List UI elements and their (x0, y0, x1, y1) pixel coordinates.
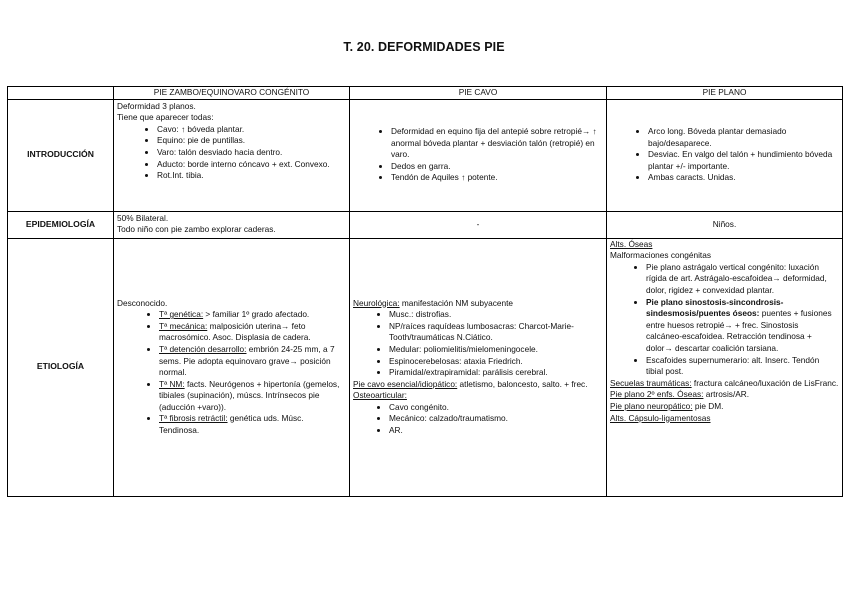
list-item: • NP/raíces raquídeas lumbosacras: Charcot-Marie-Tooth/traumáticas N.Ciático. (389, 321, 599, 344)
list-item: • Mecánico: calzado/traumatismo. (389, 413, 603, 425)
term: Osteoarticular: (353, 390, 407, 401)
term: Pie cavo esencial/idiopático: (353, 378, 458, 389)
list-item: • Tendón de Aquiles ↑ potente. (391, 172, 599, 184)
term: Tª fibrosis retráctil: (159, 413, 228, 424)
term: Pie plano sinostosis-sincondrosis-sindesmosis/puentes óseos: (646, 296, 784, 319)
list-item (159, 413, 340, 436)
list-item (159, 309, 340, 321)
text: Desconocido. (117, 297, 168, 308)
text: Deformidad 3 planos. (117, 100, 196, 111)
list-item: • Ambas caracts. Unidas. (648, 172, 835, 184)
list-item (646, 355, 835, 378)
desc: manifestación NM subyacente (399, 297, 514, 308)
desc: artrosis/AR. (703, 389, 750, 400)
list-item: • Cavo congénito. (389, 402, 603, 414)
list-item (646, 297, 835, 355)
desc: genética uds. Músc. Tendinosa. (159, 413, 304, 436)
term: Alts. Óseas (610, 238, 653, 249)
list-item: • AR. (389, 425, 603, 437)
text (353, 379, 603, 391)
list-item: • Musc.: distrofias. (389, 309, 599, 321)
desc: embrión 24-25 mm, a 7 sems. Pie adopta equinovaro grave→ posición normal. (159, 343, 335, 378)
text (610, 401, 839, 413)
deformities-table (7, 86, 843, 497)
cell-intro-zambo (114, 99, 350, 211)
list-item: • Espinocerebelosas: ataxia Friedrich. (389, 356, 599, 368)
desc: puentes + fusiones entre huesos retropié→ + frec. Sinostosis calcáneo-escafoidea. Retracción tendinosa + dolor→ descartar coalición tarsiana. (646, 308, 832, 353)
text: Todo niño con pie zambo explorar caderas. (117, 224, 276, 235)
list-item: • Piramidal/extrapiramidal: parálisis cerebral. (389, 367, 599, 379)
text (353, 298, 603, 310)
list-item (646, 262, 835, 297)
desc: pie DM. (692, 400, 724, 411)
table-row-introduccion (8, 99, 843, 211)
list-item: • Cavo: ↑ bóveda plantar. (157, 124, 346, 136)
desc: atletismo, baloncesto, salto. + frec. (457, 378, 588, 389)
list-item (159, 321, 340, 344)
list-item: • Deformidad en equino fija del antepié sobre retropié→ ↑ anormal bóveda plantar + desviación talón (retropié) en varo. (391, 126, 599, 161)
table-row-etiologia (8, 238, 843, 496)
desc: > familiar 1º grado afectado. (203, 309, 310, 320)
cell-epi-cavo: - (350, 211, 607, 238)
term: Alts. Cápsulo-ligamentosas (610, 412, 711, 423)
text: Tiene que aparecer todas: (117, 112, 214, 123)
desc: Pie plano astrágalo vertical congénito: luxación rígida de art. Astrágalo-escafoidea→ deformidad, dolor, rigidez + convexidad plantar. (646, 261, 827, 295)
text: 50% Bilateral. (117, 212, 169, 223)
term: Secuelas traumáticas: (610, 377, 692, 388)
header-pie-cavo: PIE CAVO (350, 87, 607, 100)
term: Pie plano neuropático: (610, 400, 693, 411)
cell-etio-plano (607, 238, 843, 496)
row-label-introduccion: INTRODUCCIÓN (8, 99, 114, 211)
list (353, 309, 603, 379)
list (117, 124, 346, 182)
desc: malposición uterina→ feto macrosómico. Asoc. Displasia de cadera. (159, 320, 311, 343)
header-pie-plano: PIE PLANO (607, 87, 843, 100)
text: Malformaciones congénitas (610, 250, 711, 261)
list (610, 262, 839, 378)
row-label-epidemiologia: EPIDEMIOLOGÍA (8, 211, 114, 238)
list (353, 402, 603, 437)
list (117, 309, 346, 437)
table-header-row (8, 87, 843, 100)
list-item: • Equino: pie de puntillas. (157, 135, 346, 147)
table-row-epidemiologia (8, 211, 843, 238)
list-item: • Rot.Int. tibia. (157, 170, 346, 182)
term: Tª NM: (159, 378, 185, 389)
list-item: • Varo: talón desviado hacia dentro. (157, 147, 346, 159)
list (353, 126, 603, 184)
cell-epi-plano: Niños. (607, 211, 843, 238)
list-item: • Dedos en garra. (391, 161, 599, 173)
term: Pie plano 2º enfs. Óseas: (610, 389, 704, 400)
list-item: • Arco long. Bóveda plantar demasiado bajo/desaparece. (648, 126, 835, 149)
cell-intro-plano (607, 99, 843, 211)
cell-etio-cavo (350, 238, 607, 496)
term: Tª detención desarrollo: (159, 343, 247, 354)
term: Neurológica: (353, 297, 400, 308)
row-label-etiologia: ETIOLOGÍA (8, 238, 114, 496)
desc: fractura calcáneo/luxación de LisFranc. (691, 377, 839, 388)
list-item (159, 344, 340, 379)
text (610, 389, 839, 401)
header-empty (8, 87, 114, 100)
header-pie-zambo: PIE ZAMBO/EQUINOVARO CONGÉNITO (114, 87, 350, 100)
list-item (159, 379, 340, 414)
list-item: • Desviac. En valgo del talón + hundimiento bóveda plantar +/- importante. (648, 149, 835, 172)
term: Tª genética: (159, 309, 204, 320)
list-item: • Aducto: borde interno cóncavo + ext. Convexo. (157, 159, 346, 171)
text (610, 378, 839, 390)
cell-etio-zambo (114, 238, 350, 496)
cell-intro-cavo (350, 99, 607, 211)
list-item: • Medular: poliomielitis/mielomeningocele. (389, 344, 599, 356)
desc: facts. Neurógenos + hipertonía (gemelos, tibiales (supinación), múscs. Intrínsecos pie (aducción +varo)). (159, 378, 340, 412)
list (610, 126, 839, 184)
desc: Escafoides supernumerario: alt. Inserc. Tendón tibial post. (646, 354, 820, 377)
cell-epi-zambo (114, 211, 350, 238)
page-title: T. 20. DEFORMIDADES PIE (343, 40, 505, 54)
term: Tª mecánica: (159, 320, 208, 331)
